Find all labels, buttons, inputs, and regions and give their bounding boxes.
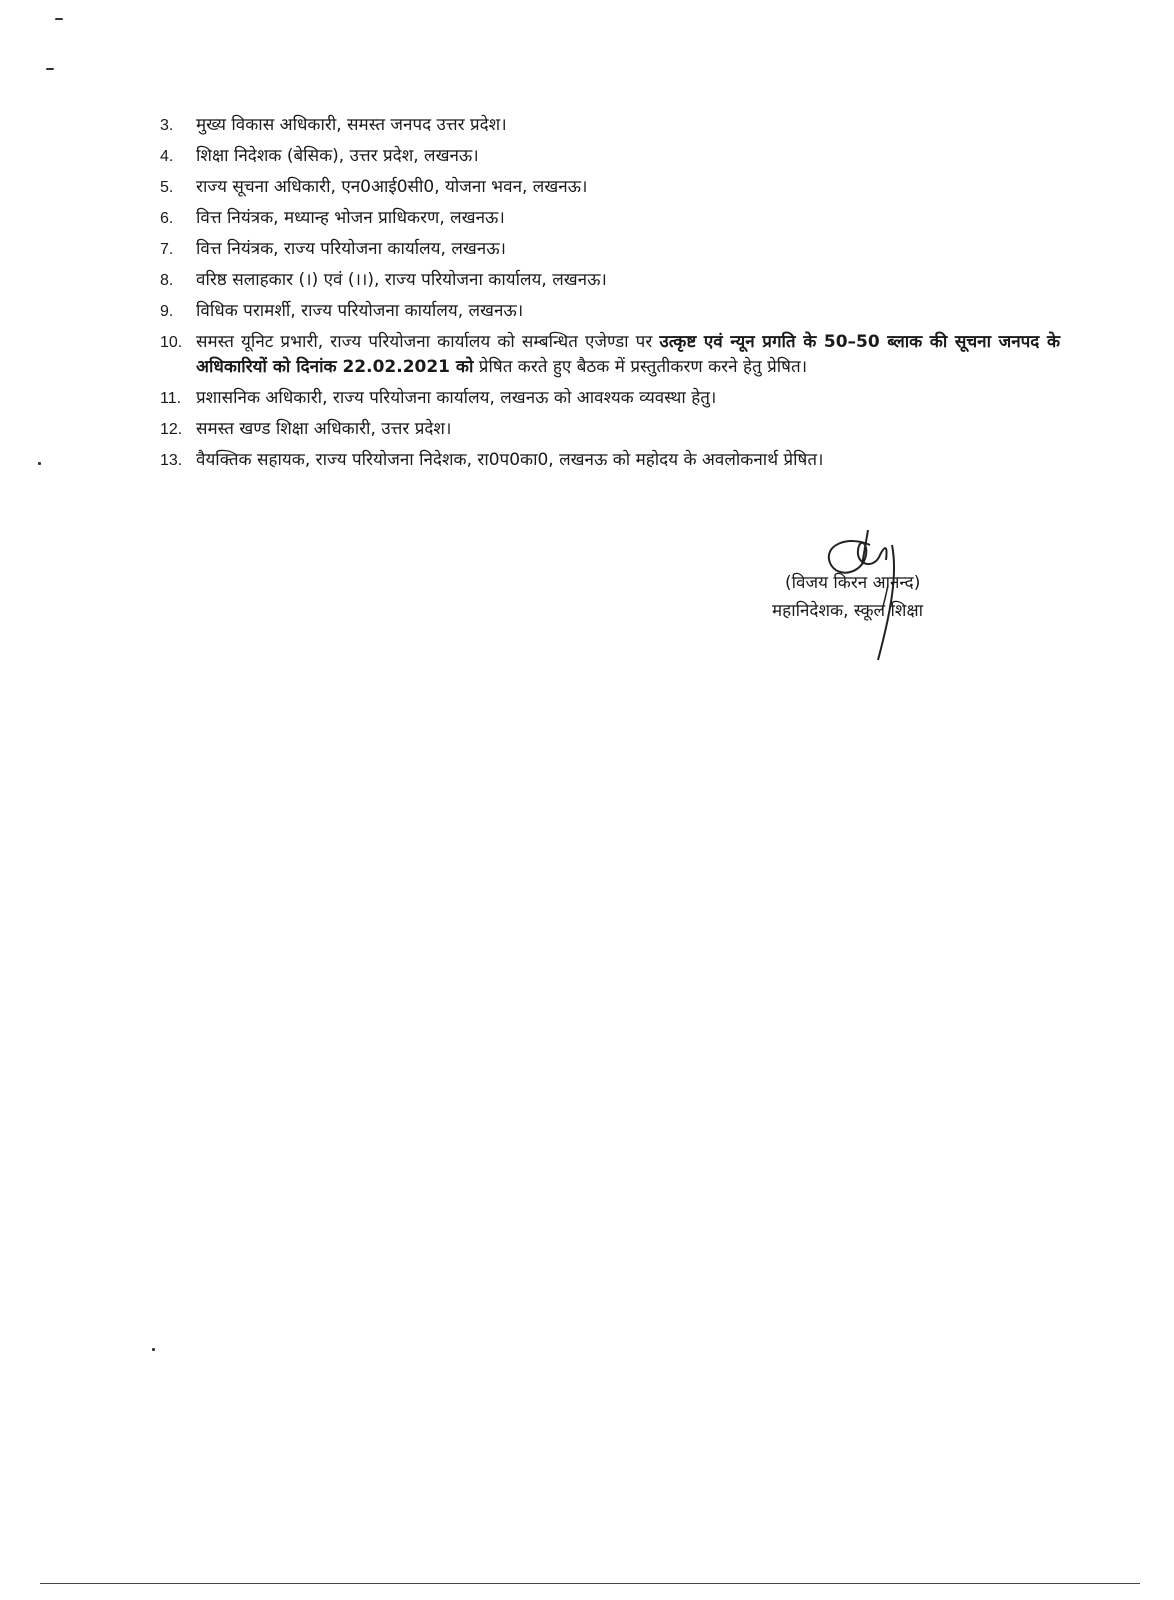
item-text: प्रशासनिक अधिकारी, राज्य परियोजना कार्यालय, लखनऊ को आवश्यक व्यवस्था हेतु। [196,388,717,408]
list-item [160,330,1060,380]
item-number: 6. [160,210,174,227]
signatory-name: (विजय किरन आनन्द) [785,573,921,593]
distribution-list [160,113,1060,479]
item-text [196,330,1060,380]
list-item [160,417,1060,442]
item-text: वरिष्ठ सलाहकार (।) एवं (।।), राज्य परियोजना कार्यालय, लखनऊ। [196,270,607,290]
signatory-designation: महानिदेशक, स्कूल शिक्षा [772,601,924,621]
item-text: शिक्षा निदेशक (बेसिक), उत्तर प्रदेश, लखनऊ। [196,146,479,166]
item-text: राज्य सूचना अधिकारी, एन0आई0सी0, योजना भवन, लखनऊ। [196,177,588,197]
item-number: 7. [160,241,174,258]
item-number: 9. [160,303,174,320]
scan-speck [152,1348,155,1351]
list-item [160,113,1060,138]
list-item [160,448,1060,473]
item-text: विधिक परामर्शी, राज्य परियोजना कार्यालय, लखनऊ। [196,301,524,321]
list-item [160,299,1060,324]
item-number: 4. [160,148,174,165]
list-item [160,386,1060,411]
item-text: वित्त नियंत्रक, मध्यान्ह भोजन प्राधिकरण, लखनऊ। [196,208,505,228]
item-number: 8. [160,272,174,289]
item-number: 11. [160,390,182,407]
item-text: वित्त नियंत्रक, राज्य परियोजना कार्यालय, लखनऊ। [196,239,506,259]
item-number: 13. [160,452,183,469]
signature-scribble [808,525,928,665]
item-number: 12. [160,421,183,438]
item-text-part: प्रेषित करते हुए बैठक में प्रस्तुतीकरण करने हेतु प्रेषित। [473,357,808,377]
item-number: 5. [160,179,174,196]
item-number: 10. [160,334,183,351]
item-text: वैयक्तिक सहायक, राज्य परियोजना निदेशक, रा0प0का0, लखनऊ को महोदय के अवलोकनार्थ प्रेषित। [196,450,824,470]
item-number: 3. [160,117,174,134]
bottom-rule [40,1583,1140,1584]
item-text-part: समस्त यूनिट प्रभारी, राज्य परियोजना कार्यालय को सम्बन्धित एजेण्डा पर [196,332,660,352]
scan-speck [38,462,41,465]
item-text: मुख्य विकास अधिकारी, समस्त जनपद उत्तर प्रदेश। [196,115,507,135]
list-item [160,175,1060,200]
item-text: समस्त खण्ड शिक्षा अधिकारी, उत्तर प्रदेश। [196,419,452,439]
list-item [160,144,1060,169]
list-item [160,237,1060,262]
list-item [160,268,1060,293]
scan-speck [55,18,63,20]
scan-speck [46,68,54,70]
list-item [160,206,1060,231]
item-text-bold: उत्कृष्ट एवं न्यून प्रगति के 50–50 ब्लाक की सूचना जनपद के अधिकारियों को दिनांक 22.02.2021 को [196,332,1061,377]
